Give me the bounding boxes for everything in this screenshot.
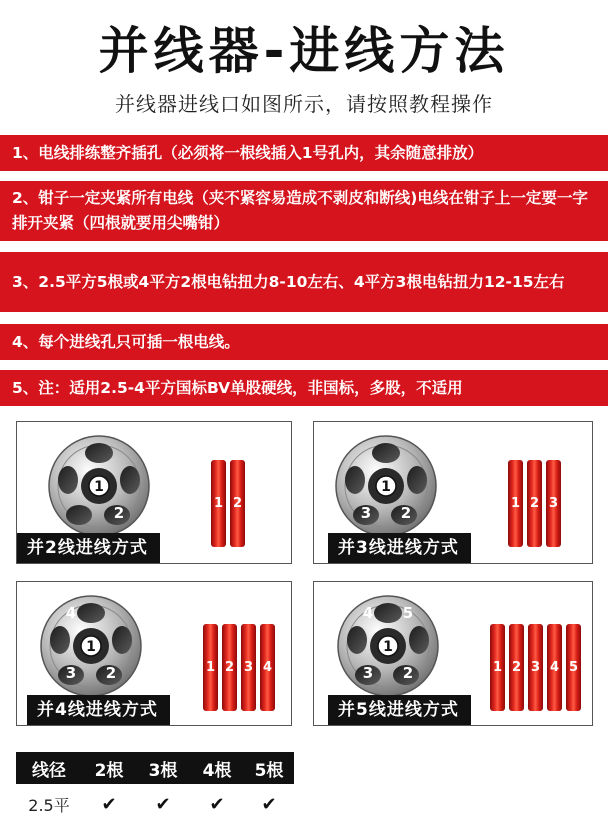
wire: 2 (509, 624, 524, 711)
hole-number: 4 (65, 604, 77, 622)
hole-number: 1 (381, 479, 391, 495)
diagram-panel-4-wire (16, 581, 292, 726)
check-icon: ✔ (209, 793, 225, 815)
wire: 3 (528, 624, 543, 711)
wire: 2 (230, 460, 245, 547)
wire-group (211, 460, 245, 547)
spec-header-cell: 线径 (32, 760, 66, 781)
instruction-bar (0, 135, 608, 171)
spec-header-cell: 4根 (202, 760, 232, 781)
connector-icon (39, 594, 143, 698)
spec-row-label: 2.5平 (28, 795, 70, 815)
hole-number: 2 (400, 504, 412, 522)
wire: 1 (490, 624, 505, 711)
instruction-text: 4、每个进线孔只可插一根电线。 (12, 332, 240, 351)
panel-label: 并5线进线方式 (328, 695, 471, 725)
wire: 4 (547, 624, 562, 711)
hole-number: 1 (94, 479, 104, 495)
instruction-text: 3、2.5平方5根或4平方2根电钻扭力8-10左右、4平方3根电钻扭力12-15左右 (12, 272, 565, 291)
instruction-bar (0, 252, 608, 312)
diagram-panel-2-wire (16, 421, 292, 564)
hole-number: 3 (360, 504, 372, 522)
wire: 2 (527, 460, 542, 547)
wire: 1 (211, 460, 226, 547)
hole-number: 3 (65, 664, 77, 682)
spec-table-header (16, 752, 294, 784)
spec-header-cell: 3根 (148, 760, 178, 781)
connector-icon (47, 434, 151, 538)
instruction-bar (0, 370, 608, 406)
check-icon: ✔ (261, 793, 277, 815)
instruction-text: 1、电线排练整齐插孔（必须将一根线插入1号孔内，其余随意排放） (12, 143, 484, 162)
hole-number: 1 (383, 639, 393, 655)
spec-header-cell: 5根 (254, 760, 284, 781)
page-title: 并线器-进线方法 (98, 22, 510, 80)
check-icon: ✔ (101, 793, 117, 815)
hole-number: 4 (362, 604, 374, 622)
wire: 3 (241, 624, 256, 711)
panel-label: 并2线进线方式 (17, 533, 160, 563)
hole-number: 1 (86, 639, 96, 655)
instruction-bar (0, 324, 608, 360)
wire: 2 (222, 624, 237, 711)
panel-label: 并3线进线方式 (328, 533, 471, 563)
instruction-bar (0, 181, 608, 241)
diagram-panel-3-wire (313, 421, 593, 564)
wire-group (203, 624, 275, 711)
wire: 1 (203, 624, 218, 711)
instruction-text: 2、钳子一定夹紧所有电线（夹不紧容易造成不剥皮和断线)电线在钳子上一定要一字排开夹紧（四根就要用尖嘴钳） (12, 189, 588, 232)
wire-group (508, 460, 561, 547)
spec-header-cell: 2根 (94, 760, 124, 781)
wire: 5 (566, 624, 581, 711)
check-icon: ✔ (155, 793, 171, 815)
wire-group (490, 624, 581, 711)
hole-number: 2 (105, 664, 117, 682)
wire: 1 (508, 460, 523, 547)
hole-number: 5 (402, 604, 414, 622)
hole-number: 3 (362, 664, 374, 682)
diagram-panel-5-wire (313, 581, 593, 726)
hole-number: 2 (113, 504, 125, 522)
page-subtitle: 并线器进线口如图所示，请按照教程操作 (115, 92, 493, 116)
instruction-text: 5、注：适用2.5-4平方国标BV单股硬线，非国标，多股，不适用 (12, 378, 463, 397)
connector-icon (334, 434, 438, 538)
wire: 4 (260, 624, 275, 711)
panel-label: 并4线进线方式 (27, 695, 170, 725)
wire: 3 (546, 460, 561, 547)
connector-icon (336, 594, 440, 698)
hole-number: 2 (402, 664, 414, 682)
spec-table-row (16, 790, 294, 818)
